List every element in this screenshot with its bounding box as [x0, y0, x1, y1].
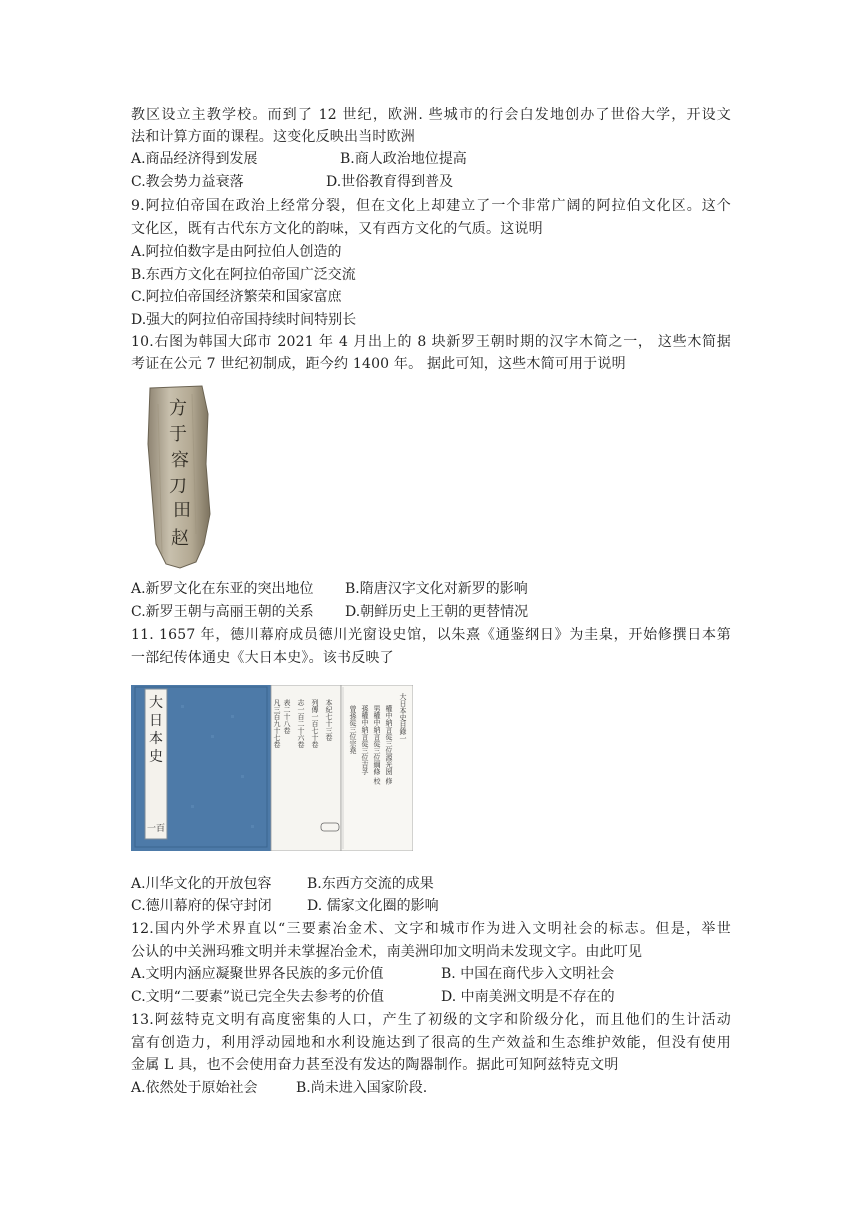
svg-text:赵: 赵 [171, 528, 189, 549]
q8-option-a[interactable]: A.商品经济得到发展 [131, 151, 258, 167]
svg-text:刀: 刀 [169, 476, 187, 497]
q11-stem-line1: 11. 1657 年，德川幕府成员德川光窗设史馆，以朱熹《通鉴纲日》为圭臬，开始修撰日本第 [131, 627, 731, 643]
q8-option-c[interactable]: C.教会势力益衰落 [131, 174, 244, 190]
svg-text:表二十八卷: 表二十八卷 [283, 699, 291, 734]
svg-text:日: 日 [149, 713, 163, 729]
svg-text:權中納言從三位源光圀 修: 權中納言從三位源光圀 修 [385, 705, 393, 785]
q9-stem-line1: 9.阿拉伯帝国在政治上经常分裂，但在文化上却建立了一个非常广阔的阿拉伯文化区。这个 [131, 198, 731, 214]
svg-text:本紀七十三卷: 本紀七十三卷 [325, 699, 333, 741]
q10-stem-line2: 考证在公元 7 世纪初制成，距今约 1400 年。 据此可知，这些木简可用于说明 [131, 356, 626, 372]
svg-text:曾孫從三位宗堯: 曾孫從三位宗堯 [349, 705, 357, 754]
q9-option-c[interactable]: C.阿拉伯帝国经济繁荣和国家富庶 [131, 289, 342, 305]
q11-option-c[interactable]: C.德川幕府的保守封闭 [131, 898, 272, 914]
dainihonshi-book-image [131, 685, 413, 851]
q8-stem-line1: 教区设立主教学校。而到了 12 世纪，欧洲. 些城市的行会白发地创办了世俗大学，开设文 [131, 107, 731, 123]
q9-option-d[interactable]: D.强大的阿拉伯帝国持续时间特别长 [131, 312, 357, 328]
q12-option-a[interactable]: A.文明内涵应凝聚世界各民族的多元价值 [131, 966, 384, 982]
q13-stem-line2: 富有创造力，利用浮动园地和水利设施达到了很高的生产效益和生态维护效能，但没有使用 [131, 1035, 731, 1051]
q11-option-d[interactable]: D. 儒家文化圈的影响 [307, 898, 439, 914]
q13-stem-line3: 金属 L 具，也不会使用奋力甚至没有发达的陶器制作。据此可知阿兹特克文明 [131, 1057, 619, 1073]
svg-text:容: 容 [171, 450, 189, 471]
q13-option-b[interactable]: B.尚未进入国家阶段. [296, 1080, 428, 1096]
svg-text:方: 方 [169, 398, 187, 419]
q9-option-b[interactable]: B.东西方文化在阿拉伯帝国广泛交流 [131, 267, 356, 283]
q12-option-d[interactable]: D. 中南美洲文明是不存在的 [441, 989, 615, 1005]
svg-text:田: 田 [173, 500, 191, 521]
q12-stem-line1: 12.国内外学术界直以“三要素冶金术、文字和城市作为进入文明社会的标志。但是，举世 [131, 921, 731, 937]
svg-text:本: 本 [149, 731, 163, 747]
wooden-slip-image [144, 384, 214, 570]
svg-text:列傳一百七十卷: 列傳一百七十卷 [311, 699, 319, 748]
q13-option-a[interactable]: A.依然处于原始社会 [131, 1080, 258, 1096]
svg-text:孫權中納言從三位吉孚: 孫權中納言從三位吉孚 [361, 705, 369, 775]
q10-stem-line1: 10.右图为韩国大邱市 2021 年 4 月出上的 8 块新罗王朝时期的汉字木简之一， 这些木简据 [131, 334, 731, 350]
q12-stem-line2: 公认的中关洲玛雅文明并未掌握冶金术，南美洲印加文明尚未发现文字。由此叮见 [131, 944, 643, 960]
q8-stem-line2: 法和计算方面的课程。这变化反映出当时欧洲 [131, 129, 415, 145]
q11-stem-line2: 一部纪传体通史《大日本史》。该书反映了 [131, 650, 394, 666]
q12-option-c[interactable]: C.文明“二要素”说已完全失去参考的价值 [131, 989, 384, 1005]
q9-option-a[interactable]: A.阿拉伯数字是由阿拉伯人创造的 [131, 244, 342, 260]
q10-option-a[interactable]: A.新罗文化在东亚的突出地位 [131, 581, 314, 597]
svg-text:于: 于 [169, 424, 187, 445]
q10-option-c[interactable]: C.新罗王朝与高丽王朝的关系 [131, 604, 314, 620]
q10-option-d[interactable]: D.朝鲜历史上王朝的更替情况 [345, 604, 529, 620]
q9-stem-line2: 文化区，既有古代东方文化的韵味，又有西方文化的气质。这说明 [131, 221, 543, 237]
q13-stem-line1: 13.阿兹特克文明有高度密集的人口，产生了初级的文字和阶级分化，而且他们的生计活动 [131, 1012, 731, 1028]
q11-option-a[interactable]: A.川华文化的开放包容 [131, 876, 272, 892]
q11-option-b[interactable]: B.东西方交流的成果 [307, 876, 434, 892]
q8-option-b[interactable]: B.商人政治地位提高 [340, 151, 467, 167]
svg-text:志一百二十六卷: 志一百二十六卷 [297, 699, 305, 748]
q8-option-d[interactable]: D.世俗教育得到普及 [326, 174, 454, 190]
q10-option-b[interactable]: B.隋唐汉字文化对新罗的影响 [345, 581, 528, 597]
svg-text:男權中納言從三位綱條 校: 男權中納言從三位綱條 校 [373, 705, 381, 785]
svg-text:史: 史 [149, 749, 163, 765]
svg-text:大: 大 [149, 695, 163, 711]
svg-text:一百: 一百 [146, 824, 166, 834]
svg-text:大日本史目錄一: 大日本史目錄一 [399, 693, 407, 742]
q12-option-b[interactable]: B. 中国在商代步入文明社会 [441, 966, 615, 982]
svg-text:凡三百九十七卷: 凡三百九十七卷 [273, 699, 281, 748]
